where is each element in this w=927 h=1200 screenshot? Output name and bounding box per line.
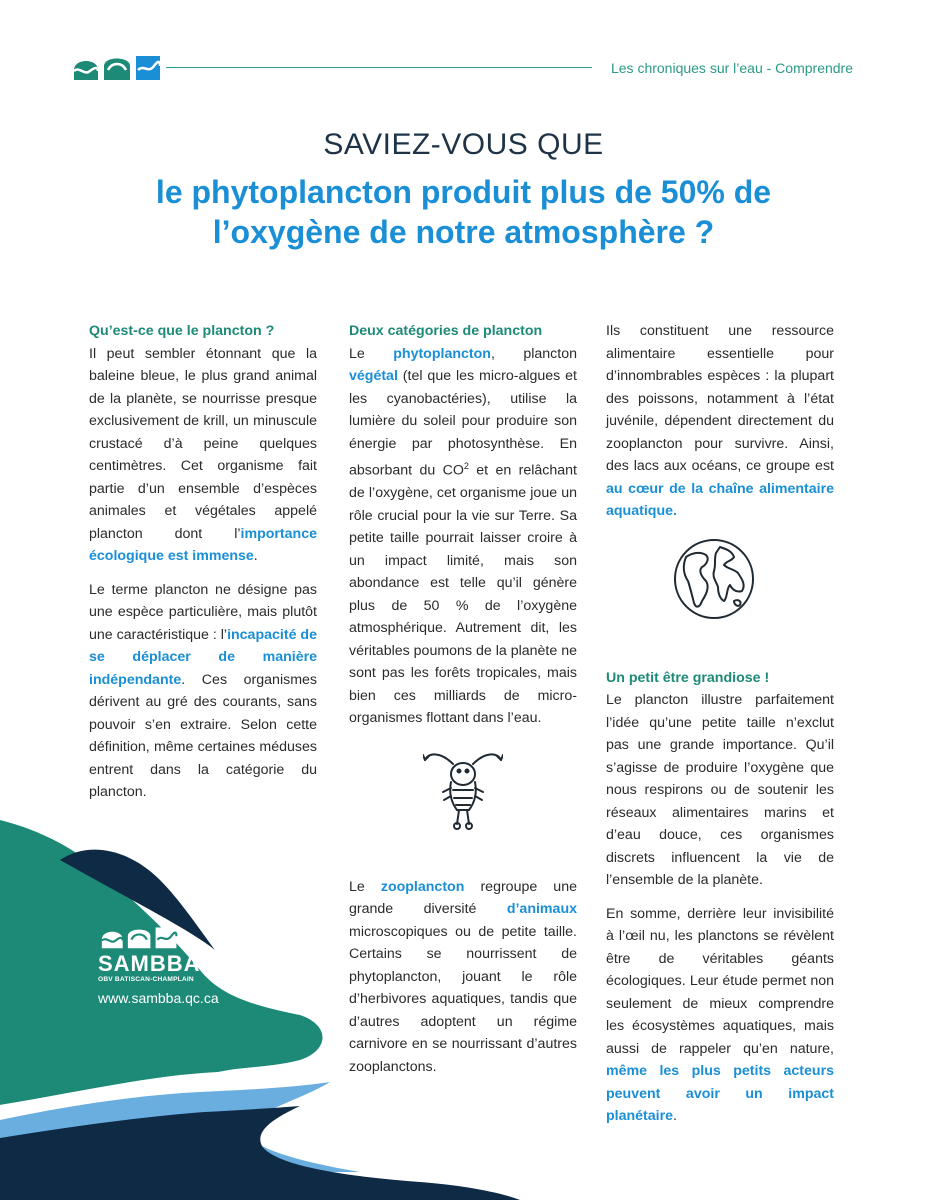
paragraph: En somme, derrière leur invisibilité à l’œil nu, les planctons se révèlent être de véritables géants écologiques. Leur étude permet non seulement de mieux comprendre les écosystèmes aquatiques, mais aussi de rappeler qu’en nature, même les plus petits acteurs peuvent avoir un impact planétaire. [606, 905, 834, 1124]
highlight: zooplancton [380, 878, 465, 895]
brand-block [98, 924, 248, 983]
globe-icon [672, 537, 756, 621]
paragraph: Il peut sembler étonnant que la baleine bleue, le plus grand animal de la planète, se nourrisse presque exclusivement de krill, un minuscule crustacé d’à peine quelques centimètres. Cet organisme fait partie d’un ensemble d’espèces animales et végétales appelé plancton dont l’importance écologique est immense. [89, 345, 317, 564]
section-heading-grandiose: Un petit être grandiose ! [606, 669, 770, 686]
paragraph: Ils constituent une ressource alimentaire essentielle pour d’innombrables espèces : la plupart des poissons, notamment à l’état juvénile, dépendent directement du zooplancton pour survivre. Ainsi, des lacs aux océans, ce groupe est au cœur de la chaîne alimentaire aquatique. [606, 323, 834, 519]
brand-subtitle: OBV BATISCAN-CHAMPLAIN [98, 976, 194, 983]
highlight: au cœur de la chaîne alimentaire aquatique. [606, 480, 834, 519]
section-heading-categories: Deux catégories de plancton [349, 323, 543, 339]
column-2 [349, 320, 577, 1089]
series-title: Les chroniques sur l’eau - Comprendre [610, 60, 853, 76]
section-heading-plancton: Qu’est-ce que le plancton ? [89, 323, 275, 339]
sambba-logo-icon [72, 52, 164, 82]
highlight: incapacité de se déplacer de manière indépendante [89, 626, 317, 688]
highlight: importance écologique est immense [89, 525, 317, 564]
paragraph: Le plancton illustre parfaitement l’idée qu’une petite taille n’exclut pas une grande importance. Qu’il s’agisse de produire l’oxygène que nous respirons ou de soutenir les réseaux alimentaires marins et d’eau douce, ces organismes discrets influencent la vie de l’ensemble de la planète. [606, 692, 834, 888]
kicker-title: SAVIEZ-VOUS QUE [323, 128, 604, 161]
highlight: d’animaux [506, 901, 577, 918]
brand-name: SAMBBA [98, 951, 201, 976]
sambba-brand-logo-icon [98, 924, 182, 950]
highlight: même les plus petits acteurs peuvent avoir un impact planétaire [606, 1063, 834, 1124]
headline: le phytoplancton produit plus de 50% de l’oxygène de notre atmosphère ? [155, 174, 772, 250]
paragraph: Le terme plancton ne désigne pas une espèce particulière, mais plutôt une caractéristique : l’incapacité de se déplacer de manière indépendante. Ces organismes dérivent au gré des courants, sans pouvoir s’en extraire. Selon cette définition, même certaines méduses entrent dans la catégorie du plancton. [89, 581, 317, 800]
highlight: phytoplancton [393, 345, 491, 362]
header-divider [166, 67, 592, 68]
highlight: végétal [349, 368, 398, 384]
zooplankton-copepod-icon [423, 744, 503, 834]
column-1 [89, 320, 317, 815]
paragraph: Le zooplancton regroupe une grande diversité d’animaux microscopiques ou de petite taille. Certains se nourrissent de phytoplancton, jouant le rôle d’herbivores aquatiques, tandis que d’autres adoptent un régime carnivore en se nourrissant d’autres zooplanctons. [349, 878, 577, 1075]
website-link[interactable]: www.sambba.qc.ca [98, 990, 219, 1006]
paragraph: Le phytoplancton, plancton végétal (tel que les micro-algues et les cyanobactéries), utilise la lumière du soleil pour produire son énergie par photosynthèse. En absorbant du $CO^2$ et en relâchant de l’oxygène, cet organisme joue un rôle crucial pour la vie sur Terre. Sa petite taille pourrait laisser croire à un impact limité, mais son abondance est telle qu’il génère plus de 50 % de l’oxygène atmosphérique. Autrement dit, les véritables poumons de la planète ne sont pas les forêts tropicales, mais bien ces milliards de micro-organismes flottant dans l’eau. [349, 345, 577, 727]
column-3 [606, 320, 834, 1139]
